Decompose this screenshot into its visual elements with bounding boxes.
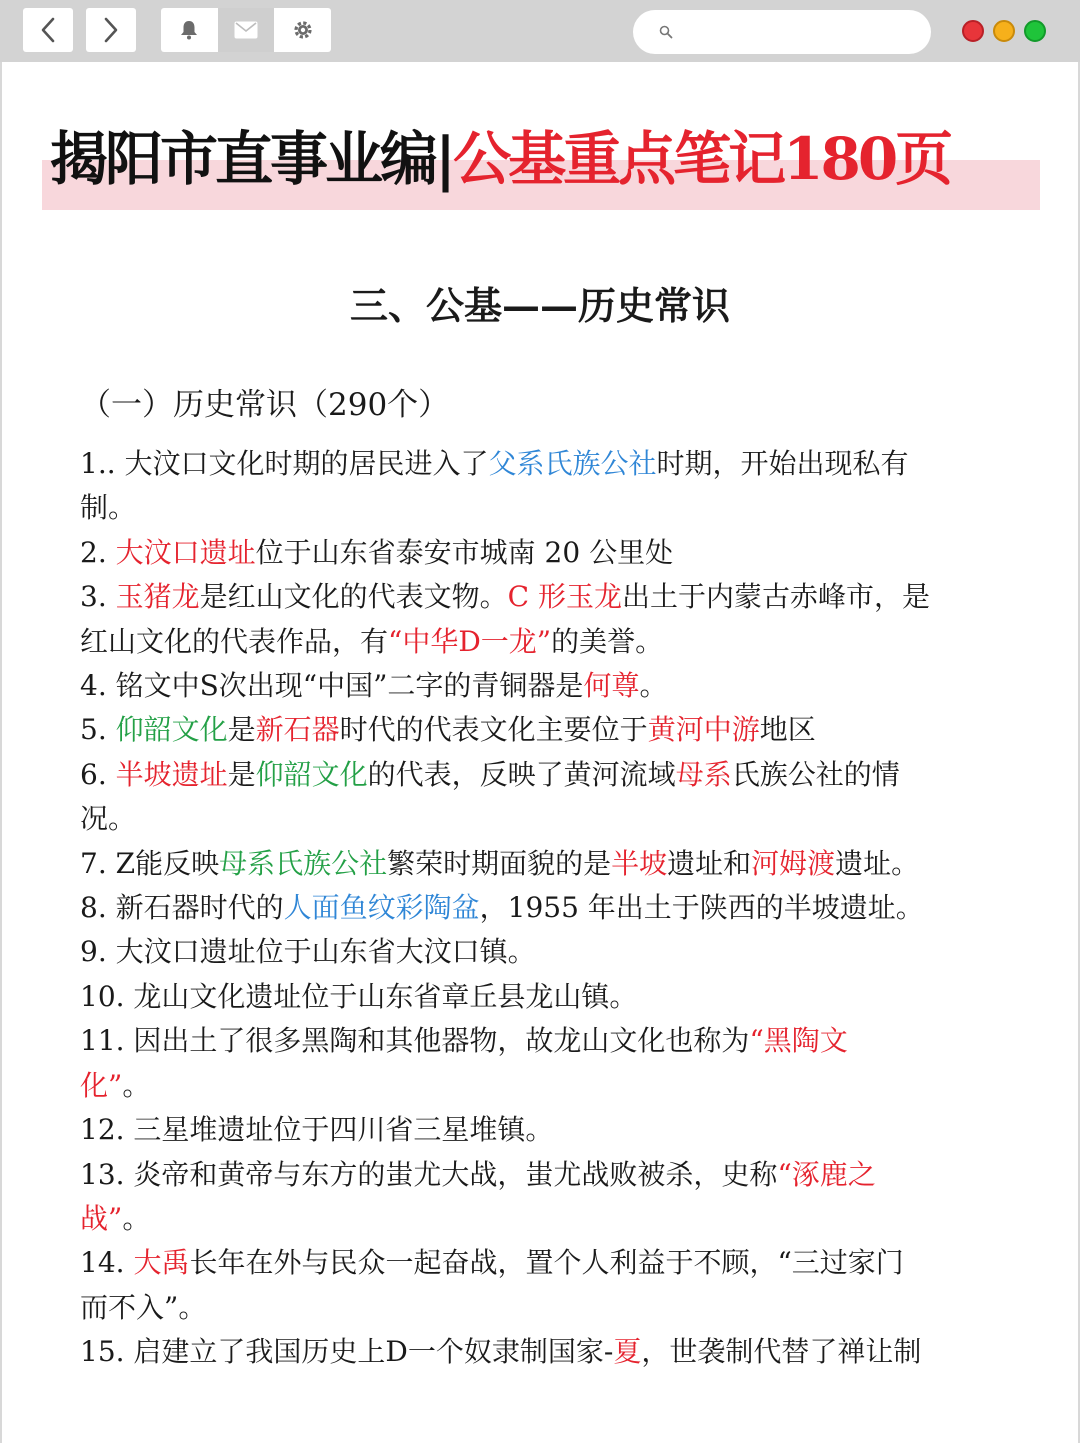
list-item: [80, 664, 1015, 708]
item-highlight: 何尊: [583, 669, 640, 703]
item-text: 8. 新石器时代的: [80, 891, 284, 925]
close-window-button[interactable]: [962, 20, 984, 42]
minimize-window-button[interactable]: [993, 20, 1015, 42]
item-text: 地区: [759, 713, 816, 747]
item-text: 是: [227, 757, 256, 791]
back-button[interactable]: [23, 8, 73, 52]
item-highlight: 人面鱼纹彩陶盆: [283, 891, 480, 925]
notes-list: [80, 442, 1015, 1375]
search-bar[interactable]: [633, 10, 931, 54]
item-text: 长年在外与民众一起奋战，置个人利益于不顾，“三过家门: [189, 1246, 904, 1280]
item-text: 2.: [80, 535, 116, 569]
item-text: 。: [122, 1068, 151, 1102]
item-text: 7. Z能反映: [80, 846, 220, 880]
list-item-continued: [80, 797, 1015, 841]
item-highlight: 母系氏族公社: [219, 846, 388, 880]
page-frame-left: [0, 62, 2, 1443]
item-highlight: 夏: [613, 1335, 642, 1369]
item-text: 的代表，反映了黄河流域: [367, 757, 676, 791]
item-highlight: 大汶口遗址: [115, 535, 256, 569]
item-text: 5.: [80, 713, 116, 747]
back-icon: [38, 16, 58, 44]
list-item: [80, 708, 1015, 752]
search-input[interactable]: [681, 16, 915, 48]
list-item: [80, 753, 1015, 797]
forward-button[interactable]: [86, 8, 136, 52]
list-item: [80, 1330, 1015, 1374]
toolbar-icon-group: [161, 8, 331, 52]
item-text: 而不入”。: [80, 1290, 207, 1324]
item-highlight: 大禹: [133, 1246, 190, 1280]
item-highlight: 新石器: [255, 713, 340, 747]
item-text: 11. 因出土了很多黑陶和其他器物，故龙山文化也称为: [80, 1024, 750, 1058]
list-item: [80, 1108, 1015, 1152]
settings-button[interactable]: [274, 8, 331, 52]
item-highlight: “中华D一龙”: [388, 624, 552, 658]
maximize-window-button[interactable]: [1024, 20, 1046, 42]
item-highlight: C 形玉龙: [507, 580, 622, 614]
list-item: [80, 1153, 1015, 1197]
item-text: 1.. 大汶口文化时期的居民进入了: [80, 447, 489, 480]
search-icon: [659, 25, 673, 39]
banner: [42, 116, 1040, 210]
item-highlight: 玉猪龙: [115, 580, 200, 614]
gear-icon: [292, 19, 314, 41]
list-item-continued: [80, 486, 1015, 530]
item-highlight: 母系: [675, 757, 732, 791]
item-highlight: “涿鹿之: [777, 1157, 876, 1191]
list-item: [80, 1019, 1015, 1063]
browser-toolbar: [0, 0, 1080, 62]
item-text: 遗址。: [835, 846, 920, 880]
list-item: [80, 442, 1015, 486]
item-text: 氏族公社的情: [731, 757, 900, 791]
item-text: 15. 启建立了我国历史上D一个奴隶制国家-: [80, 1335, 614, 1369]
item-text: 10. 龙山文化遗址位于山东省章丘县龙山镇。: [80, 979, 638, 1013]
list-item-continued: [80, 1064, 1015, 1108]
sub-heading: （一）历史常识（290个）: [80, 387, 450, 423]
item-text: 13. 炎帝和黄帝与东方的蚩尤大战，蚩尤战败被杀，史称: [80, 1157, 778, 1191]
item-highlight: 仰韶文化: [115, 713, 228, 747]
item-highlight: 河姆渡: [751, 846, 836, 880]
list-item: [80, 575, 1015, 619]
item-highlight: 半坡遗址: [115, 757, 228, 791]
item-highlight: 黄河中游: [647, 713, 760, 747]
banner-title-black: 揭阳市直事业编|: [50, 125, 454, 193]
list-item: [80, 1241, 1015, 1285]
item-highlight: 战”: [80, 1201, 123, 1235]
item-text: 时期，开始出现私有: [656, 447, 909, 480]
item-text: 。: [639, 669, 668, 703]
item-text: 遗址和: [667, 846, 752, 880]
item-highlight: “黑陶文: [749, 1024, 848, 1058]
mail-button[interactable]: [218, 8, 275, 52]
list-item: [80, 842, 1015, 886]
list-item-continued: [80, 620, 1015, 664]
list-item: [80, 975, 1015, 1019]
item-text: 9. 大汶口遗址位于山东省大汶口镇。: [80, 935, 536, 969]
window-controls: [962, 20, 1046, 42]
list-item: [80, 886, 1015, 930]
item-text: 红山文化的代表作品，有: [80, 624, 389, 658]
list-item: [80, 930, 1015, 974]
forward-icon: [101, 16, 121, 44]
list-item-continued: [80, 1197, 1015, 1241]
item-text: 的美誉。: [551, 624, 664, 658]
item-text: 出土于内蒙古赤峰市，是: [621, 580, 930, 614]
item-text: 12. 三星堆遗址位于四川省三星堆镇。: [80, 1113, 554, 1147]
item-text: ，1955 年出土于陕西的半坡遗址。: [479, 891, 924, 925]
section-heading: 三、公基——历史常识: [349, 283, 730, 328]
item-text: 繁荣时期面貌的是: [387, 846, 612, 880]
item-text: ，世袭制代替了禅让制: [641, 1335, 922, 1369]
item-text: 时代的代表文化主要位于: [339, 713, 648, 747]
item-text: 是红山文化的代表文物。: [199, 580, 508, 614]
item-text: 制。: [80, 491, 137, 525]
list-item-continued: [80, 1286, 1015, 1330]
list-item: [80, 531, 1015, 575]
item-text: 况。: [80, 802, 137, 836]
item-text: 4. 铭文中S次出现“中国”二字的青铜器是: [80, 669, 584, 703]
item-text: 6.: [80, 757, 116, 791]
item-highlight: 化”: [80, 1068, 123, 1102]
bell-icon: [179, 19, 199, 41]
item-highlight: 仰韶文化: [255, 757, 368, 791]
banner-title: [50, 116, 1040, 202]
item-text: 3.: [80, 580, 116, 614]
banner-title-red: 公基重点笔记180页: [453, 125, 951, 193]
item-highlight: 父系氏族公社: [488, 447, 657, 480]
item-text: 。: [122, 1201, 151, 1235]
notifications-button[interactable]: [161, 8, 218, 52]
mail-icon: [234, 21, 258, 39]
item-text: 14.: [80, 1246, 134, 1280]
item-text: 是: [227, 713, 256, 747]
item-highlight: 半坡: [611, 846, 668, 880]
item-text: 位于山东省泰安市城南 20 公里处: [255, 535, 674, 569]
